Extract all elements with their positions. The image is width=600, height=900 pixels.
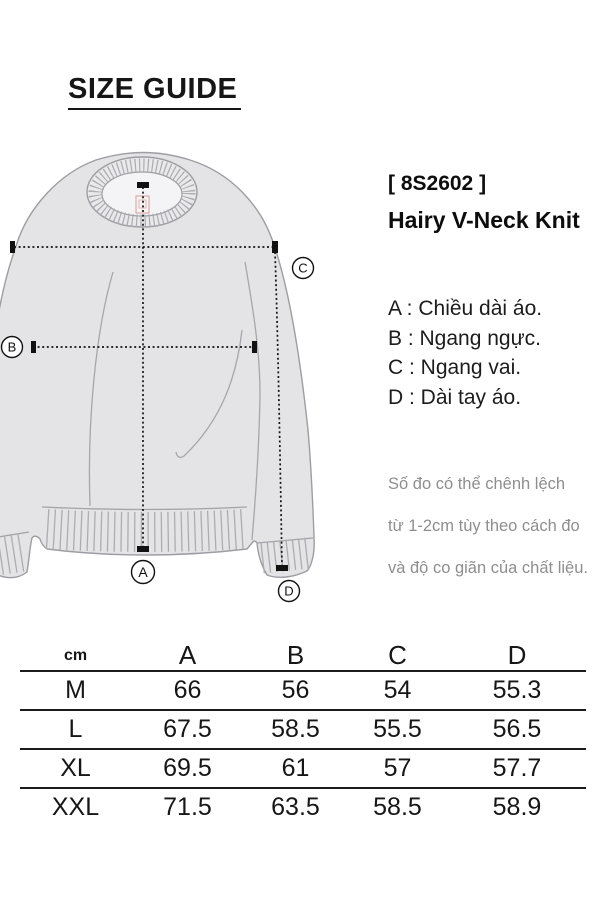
- note-line: từ 1-2cm tùy theo cách đo: [388, 517, 580, 535]
- size-label: XXL: [51, 793, 100, 821]
- table-row-m: [20, 672, 586, 711]
- measurement-legend: [388, 294, 542, 412]
- table-cell: 71.5: [163, 793, 212, 821]
- note-line: và độ co giãn của chất liệu.: [388, 559, 588, 577]
- table-cell: 66: [173, 676, 202, 704]
- table-row-xxl: [20, 789, 586, 826]
- page-title: SIZE GUIDE: [68, 75, 241, 110]
- diagram-label-c: C: [298, 260, 308, 276]
- table-cell: 61: [281, 754, 310, 782]
- diagram-label-d: D: [284, 583, 294, 599]
- table-cell: 67.5: [163, 715, 212, 743]
- size-label: XL: [60, 754, 91, 782]
- size-label: M: [65, 676, 86, 704]
- diagram-label-b: B: [7, 339, 17, 355]
- size-table-col-b: B: [286, 640, 305, 670]
- product-name: Hairy V-Neck Knit: [388, 207, 580, 233]
- legend-item-b: B : Ngang ngực.: [388, 326, 541, 350]
- table-cell: 69.5: [163, 754, 212, 782]
- table-cell: 55.3: [492, 676, 542, 704]
- table-cell: 58.5: [271, 715, 320, 743]
- tolerance-note: [388, 463, 598, 589]
- diagram-label-a: A: [138, 564, 148, 581]
- legend-item-c: C : Ngang vai.: [388, 356, 522, 379]
- table-cell: 55.5: [373, 715, 422, 743]
- table-cell: 54: [383, 676, 412, 704]
- size-table-col-a: A: [178, 640, 197, 670]
- table-cell: 63.5: [271, 793, 320, 821]
- size-table-header: [20, 640, 586, 672]
- table-cell: 57.7: [492, 754, 542, 782]
- table-cell: 58.5: [373, 793, 422, 821]
- table-row-xl: [20, 750, 586, 789]
- table-cell: 56.5: [492, 715, 542, 743]
- table-row-l: [20, 711, 586, 750]
- table-cell: 56: [281, 676, 310, 704]
- sweater-diagram: [0, 140, 360, 610]
- product-code: [ 8S2602 ]: [388, 172, 487, 195]
- sweater-collar: [87, 157, 197, 227]
- note-line: Số đo có thể chênh lệch: [388, 475, 566, 493]
- legend-item-d: D : Dài tay áo.: [388, 385, 522, 409]
- size-table-col-c: C: [388, 640, 407, 670]
- size-table-unit: cm: [63, 646, 88, 664]
- table-cell: 57: [383, 754, 412, 782]
- table-cell: 58.9: [492, 793, 542, 821]
- size-label: L: [68, 715, 83, 743]
- legend-item-a: A : Chiều dài áo.: [388, 297, 543, 320]
- size-table-col-d: D: [507, 640, 527, 670]
- size-table: [20, 640, 586, 826]
